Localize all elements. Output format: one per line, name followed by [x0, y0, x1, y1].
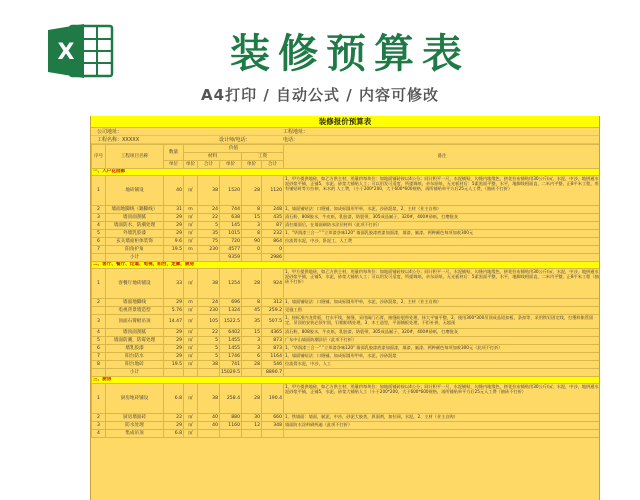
row-labor-total: 873 [262, 337, 284, 345]
row-index: 5 [92, 337, 106, 345]
row-quantity: 29 [164, 222, 184, 230]
row-material-total: 880 [220, 414, 242, 422]
row-quantity: 14.47 [164, 315, 184, 329]
row-material-total: 145 [220, 222, 242, 230]
table-row [92, 353, 601, 361]
row-index [92, 369, 106, 377]
row-material-total: 258.4 [220, 384, 242, 414]
row-item-name: 集成吊顶 [106, 430, 164, 438]
row-labor-price: 45 [242, 307, 262, 315]
project-address-label: 工程地址： [283, 129, 309, 135]
row-material-total: 1324 [220, 307, 242, 315]
row-material-price [198, 369, 220, 377]
row-labor-total: 312 [262, 299, 284, 307]
row-labor-price [242, 254, 262, 262]
row-labor-total: 4365 [262, 329, 284, 337]
header-unit: 单位 [164, 161, 184, 169]
row-material-price: 38 [198, 176, 220, 206]
row-remark: 1、甲方提供地砖，如乙方供主材，用量约每块位：如地面铺砖按以4公分；同计积平一尺，水泥铺贴，勾缝内地缘色，拼花拉布铺贴用30公斤/㎡，水泥，中沙，地拼通水泥砂浆平铺，正铺5，水泥，砂浆大铺贴人工；可以用发可适度，所提调纸，亲东原纸，无光板材后：5素黑面平整，水平，地脚线相面直，二米内平整，正8平米工程，用有铺贴时等方拉伸，米水的 人工费，（小于200*200，大于600*600规格，再所铺贴单平方后25元人工费，（抽砖不打折） [284, 176, 600, 206]
row-labor-total: 660 [262, 414, 284, 422]
row-unit: ㎡ [184, 353, 198, 361]
row-remark: 1、铁墙面：墙面，腻泥，中沙，砂泥大胶类，界面剂，加拉网，水泥，2、主材（业主自购） [284, 414, 600, 422]
project-name-label: 工程名称：XXXXX [97, 137, 140, 143]
row-quantity: 29 [164, 214, 184, 222]
spreadsheet [90, 116, 600, 500]
row-material-price: 230 [198, 307, 220, 315]
row-quantity: 29 [164, 299, 184, 307]
table-row [92, 422, 601, 430]
header-index: 序号 [92, 145, 106, 169]
row-labor-price: 15 [242, 329, 262, 337]
header-quantity: 数量 [164, 145, 184, 161]
row-item-name: 厨房地砖铺设 [106, 384, 164, 414]
designer-label: 设计师/电话： [219, 137, 251, 143]
header-project: 工程项目名称 [106, 145, 164, 169]
row-material-total: 4577 [220, 246, 242, 254]
row-index: 2 [92, 414, 106, 422]
sheet-title: 装修报价预算表 [91, 116, 599, 128]
row-item-name: 地砖铺设 [106, 176, 164, 206]
row-quantity: 5.76 [164, 307, 184, 315]
row-material-total: 1254 [220, 269, 242, 299]
company-label: 公司地址： [97, 129, 123, 135]
row-unit: ㎡ [184, 430, 198, 438]
table-row [92, 337, 601, 345]
row-labor-total: 1164 [262, 353, 284, 361]
page-title: 装修预算表 [230, 31, 470, 77]
header-material-total: 合计 [198, 161, 220, 169]
row-material-price: 38 [198, 269, 220, 299]
row-unit: ㎡ [184, 269, 198, 299]
row-material-price: 40 [198, 422, 220, 430]
info-row-company [91, 128, 599, 136]
header-labor-price: 单价 [242, 161, 262, 169]
banner [0, 0, 640, 112]
row-material-total: 744 [220, 206, 242, 214]
row-labor-total: 232 [262, 230, 284, 238]
row-material-price: 24 [198, 206, 220, 214]
row-material-price [198, 430, 220, 438]
row-item-name: 防水处理 [106, 422, 164, 430]
row-quantity [164, 254, 184, 262]
table-row [92, 315, 601, 329]
row-labor-total: 248 [262, 206, 284, 214]
row-labor-total: 924 [262, 269, 284, 299]
row-quantity: 31 [164, 206, 184, 214]
row-material-total: 15029.5 [221, 369, 240, 375]
table-row [92, 384, 601, 414]
row-index: 4 [92, 329, 106, 337]
row-labor-price: 8 [242, 206, 262, 214]
row-material-total: 1015 [220, 230, 242, 238]
svg-text:X: X [57, 40, 75, 65]
row-index: 4 [92, 222, 106, 230]
row-labor-price: 28 [242, 269, 262, 299]
row-unit: ㎡ [184, 230, 198, 238]
row-remark: 见施工图 [284, 307, 600, 315]
row-labor-total: 259.2 [262, 307, 284, 315]
header-material: 材料 [184, 153, 242, 161]
row-quantity [164, 369, 184, 377]
table-row [92, 230, 601, 238]
row-material-total: 638 [220, 214, 242, 222]
row-material-total: 720 [220, 238, 242, 246]
row-item-name: 顶面石膏板吊顶 [106, 315, 164, 329]
row-material-price: 75 [198, 238, 220, 246]
row-material-total: 741 [220, 361, 242, 369]
row-unit: ㎡ [184, 384, 198, 414]
row-index: 2 [92, 299, 106, 307]
row-unit: ㎡ [184, 361, 198, 369]
header-material-price: 单价 [184, 161, 198, 169]
table-row [92, 345, 601, 353]
row-labor-price: 90 [242, 238, 262, 246]
table-header-row [92, 145, 601, 153]
row-labor-price: 28 [242, 384, 262, 414]
row-quantity: 29 [164, 329, 184, 337]
table-row [92, 329, 601, 337]
row-material-price: 38 [198, 361, 220, 369]
row-remark: 1、按标准内龙骨板，打水平线，接缝，采用阀门石膏，接缝防裂带处理，抹大平铺平整，2、使用300*300吊顶成品铝扣板，条扣等，采用铁钉固定线，打塑料胀管固定，吊顶的安装必须牢固，钉帽防锈处理，3、木工造型，平面铺板处理，不拒补拼，无超预 [284, 315, 600, 329]
header-labor: 工资 [242, 153, 284, 161]
row-remark: 清石粉，808胶水，牛皮纸，乳胶漆，防裂带，305成品腻子，320#，400#砂纸，打磨批灰 [284, 329, 600, 337]
row-labor-price: 3 [242, 345, 262, 353]
row-quantity: 19.5 [164, 361, 184, 369]
row-material-total: 6402 [220, 329, 242, 337]
section-row [92, 377, 601, 384]
table-row [92, 254, 601, 262]
row-material-total: 696 [220, 299, 242, 307]
row-unit: m [184, 206, 198, 214]
row-labor-total: 864 [262, 238, 284, 246]
row-remark: 1、"华润漆三合一" "立邦漆净味120" 墙面乳胶漆底漆加面漆，墙漆，腻漆，两种颜色每项加收300元 [284, 230, 600, 238]
row-labor-price [242, 369, 262, 377]
row-material-price: 35 [198, 230, 220, 238]
row-item-name: 墙顶面刮腻 [106, 214, 164, 222]
row-quantity: 29 [164, 353, 184, 361]
row-labor-total [262, 430, 284, 438]
row-unit: ㎡ [184, 414, 198, 422]
row-item-name: 墙乳胶漆 [106, 345, 164, 353]
row-index: 7 [92, 353, 106, 361]
row-quantity: 29 [164, 422, 184, 430]
row-labor-total: 873 [262, 345, 284, 353]
row-index: 2 [92, 206, 106, 214]
row-labor-total: 546 [262, 361, 284, 369]
row-index: 1 [92, 384, 106, 414]
row-index: 5 [92, 230, 106, 238]
row-unit: ㎡ [184, 337, 198, 345]
row-unit: m [184, 299, 198, 307]
row-material-total: 1455 [220, 345, 242, 353]
page-subtitle: A4打印 / 自动公式 / 内容可修改 [201, 86, 439, 104]
row-index [92, 254, 106, 262]
row-remark: 拉流膏水泥，中沙，卧泥工，人工费 [284, 238, 600, 246]
row-labor-price: 6 [242, 353, 262, 361]
row-labor-total: 87 [262, 222, 284, 230]
row-labor-total: 1120 [262, 176, 284, 206]
row-labor-price: 3 [242, 222, 262, 230]
row-index: 6 [92, 238, 106, 246]
row-unit: ㎡ [184, 222, 198, 230]
row-item-name: 墙面地脚线 [106, 299, 164, 307]
row-remark: 广东中山墙面防潮涂层（此项不打折） [284, 337, 600, 345]
row-quantity: 29 [164, 345, 184, 353]
row-index: 3 [92, 422, 106, 430]
row-material-price [198, 254, 220, 262]
row-quantity: 29 [164, 230, 184, 238]
row-labor-total: 0 [262, 246, 284, 254]
table-row [92, 307, 601, 315]
row-quantity: 22 [164, 414, 184, 422]
row-quantity: 40 [164, 176, 184, 206]
header-remark: 备注 [284, 145, 600, 169]
row-item-name: 阳台地砖 [106, 361, 164, 369]
row-labor-price: 30 [242, 414, 262, 422]
row-item-name: 小计 [106, 369, 164, 377]
row-remark: 1、"华润漆三合一" "立邦漆净味120" 墙面乳胶漆底漆加面漆，墙漆，腻漆，两种颜色每项加收300元（此项不打折） [284, 345, 600, 353]
table-row [92, 414, 601, 422]
header-labor-total: 合计 [262, 161, 284, 169]
row-quantity: 29 [164, 337, 184, 345]
row-unit: ㎡ [184, 315, 198, 329]
row-remark: 1、墙面铺贴法：口缝铺，如成标圆形甲单，水泥，沙砂混浆，2、主材（业主自购） [284, 206, 600, 214]
info-row-project [91, 136, 599, 144]
phone-label: 电话： [283, 137, 299, 143]
row-material-total: 1522.5 [220, 315, 242, 329]
row-remark [284, 430, 600, 438]
row-item-name: 玄关墙面柜体装饰 [106, 238, 164, 246]
row-labor-price: 28 [242, 176, 262, 206]
row-remark: 1、墙面铺贴法：口缝铺，如成标圆形甲单，水泥，沙砂混浆，2、主材（业主自购） [284, 299, 600, 307]
table-row [92, 222, 601, 230]
row-item-name: 墙面防潮，防霉处理 [106, 337, 164, 345]
row-labor-total: 348 [262, 422, 284, 430]
row-remark: 清石粉，808胶水，牛皮纸，乳胶漆，防裂带，305成品腻子，320#，400#砂纸，打磨批灰 [284, 214, 600, 222]
row-index [92, 307, 106, 315]
row-item-name: 外墙乳胶漆 [106, 230, 164, 238]
row-material-total [220, 430, 242, 438]
row-remark: 清扫墙面后，在墙面刷防水涂层材料（此项不打折） [284, 222, 600, 230]
row-material-price: 22 [198, 329, 220, 337]
row-index: 3 [92, 315, 106, 329]
table-row [92, 214, 601, 222]
table-row [92, 299, 601, 307]
row-index: 7 [92, 246, 106, 254]
row-labor-price [242, 430, 262, 438]
row-item-name: 阳台防水 [106, 353, 164, 361]
row-remark: 1、甲方提供地砖，如乙方供主材，用量约每块位：如地面铺砖按以4公分；同计积平一尺，水泥铺贴，勾缝内地缘色，拼花拉布铺贴用30公斤/㎡，水泥，中沙，地拼通水泥砂浆平铺，正铺5，水泥，砂浆大铺贴人工（小于200*200，大于600*600规格，再所铺贴单平方后25元人工费（抽砖不打折） [284, 384, 600, 414]
row-labor-total: 507.5 [262, 315, 284, 329]
budget-table [91, 144, 600, 438]
section-row [92, 169, 601, 176]
row-material-price: 105 [198, 315, 220, 329]
row-quantity: 6.8 [164, 430, 184, 438]
row-remark [284, 246, 600, 254]
row-item-name: 墙面地脚线（踢脚线） [106, 206, 164, 214]
row-labor-total: 435 [262, 214, 284, 222]
row-material-total: 1160 [220, 422, 242, 430]
row-material-total: 1455 [220, 337, 242, 345]
row-item-name: 客餐厅地砖铺设 [106, 269, 164, 299]
row-item-name: 墙顶面刮腻 [106, 329, 164, 337]
row-material-price: 230 [198, 246, 220, 254]
row-unit: ㎡ [184, 238, 198, 246]
row-labor-price: 12 [242, 422, 262, 430]
row-remark: 墙面防水涂料刷两遍（此项不打折） [284, 422, 600, 430]
row-labor-price: 28 [242, 361, 262, 369]
row-quantity: 19.5 [164, 246, 184, 254]
row-index: 1 [92, 176, 106, 206]
row-unit: ㎡ [184, 329, 198, 337]
row-labor-total: 190.4 [262, 384, 284, 414]
table-row [92, 269, 601, 299]
row-material-price: 5 [198, 353, 220, 361]
row-item-name: 电视背景墙造型 [106, 307, 164, 315]
row-quantity: 33 [164, 269, 184, 299]
table-row [92, 176, 601, 206]
row-material-price: 5 [198, 337, 220, 345]
row-remark: 1、甲方提供地砖，如乙方供主材，用量约每块位：如地面铺砖按以4公分；同计积平一尺，水泥铺贴，勾缝内地缘色，拼花拉布铺贴用30公斤/㎡，水泥，中沙，地拼通水泥砂浆平铺，正铺5，水泥，砂浆大铺贴人工；可以用发可适度，所提调纸，亲东原纸，无光板材后：5素黑面平整，水平，地脚线相面直，二米内平整，正8平米工程（抽砖不打折） [284, 269, 600, 299]
row-labor-total: 2986 [262, 254, 284, 262]
row-material-price: 22 [198, 214, 220, 222]
row-unit: m [184, 246, 198, 254]
row-labor-price: 35 [242, 315, 262, 329]
row-unit [184, 369, 198, 377]
row-material-total: 1746 [220, 353, 242, 361]
row-unit: ㎡ [184, 422, 198, 430]
row-unit: ㎡ [184, 214, 198, 222]
row-material-price: 24 [198, 299, 220, 307]
row-item-name: 阳角护角 [106, 246, 164, 254]
table-row [92, 369, 601, 377]
row-remark: 1、墙面铺贴法：口缝铺，如成标圆形甲单，水泥，沙砂混浆 [284, 353, 600, 361]
row-material-price: 40 [198, 414, 220, 422]
row-quantity: 9.6 [164, 238, 184, 246]
excel-logo-icon [48, 22, 114, 80]
section-title: 二、客厅、餐厅、过道、电视，阳台，走廊，厨房 [92, 262, 601, 269]
section-title: 三、厨房 [92, 377, 601, 384]
table-row [92, 361, 601, 369]
row-labor-price: 8 [242, 230, 262, 238]
row-unit: ㎡ [184, 345, 198, 353]
row-index: 8 [92, 361, 106, 369]
row-index: 1 [92, 269, 106, 299]
row-material-price: 5 [198, 345, 220, 353]
header-price: 价值 [184, 145, 284, 153]
row-index: 6 [92, 345, 106, 353]
row-item-name: 厨房墙面砖 [106, 414, 164, 422]
row-remark [284, 369, 600, 377]
row-labor-price: 0 [242, 246, 262, 254]
section-title: 一、入户花园部 [92, 169, 601, 176]
row-quantity: 6.8 [164, 384, 184, 414]
table-row [92, 238, 601, 246]
row-item-name: 墙面防水，防潮处理 [106, 222, 164, 230]
row-material-total: 1520 [220, 176, 242, 206]
row-labor-price: 3 [242, 337, 262, 345]
table-row [92, 430, 601, 438]
table-row [92, 246, 601, 254]
row-unit: ㎡ [184, 176, 198, 206]
row-material-price: 38 [198, 384, 220, 414]
row-index: 3 [92, 214, 106, 222]
row-labor-price: 8 [242, 299, 262, 307]
row-labor-total: 8890.7 [262, 369, 284, 377]
row-remark [284, 254, 600, 262]
row-material-price: 5 [198, 222, 220, 230]
row-material-total: 9359 [220, 254, 242, 262]
header-unit-price: 单价 [220, 161, 242, 169]
row-index: 4 [92, 430, 106, 438]
row-unit: ㎡ [184, 307, 198, 315]
row-item-name: 小计 [106, 254, 164, 262]
section-row [92, 262, 601, 269]
row-labor-price: 15 [242, 214, 262, 222]
row-unit [184, 254, 198, 262]
row-remark: 拉流膏水泥，中沙，人工 [284, 361, 600, 369]
table-row [92, 206, 601, 214]
